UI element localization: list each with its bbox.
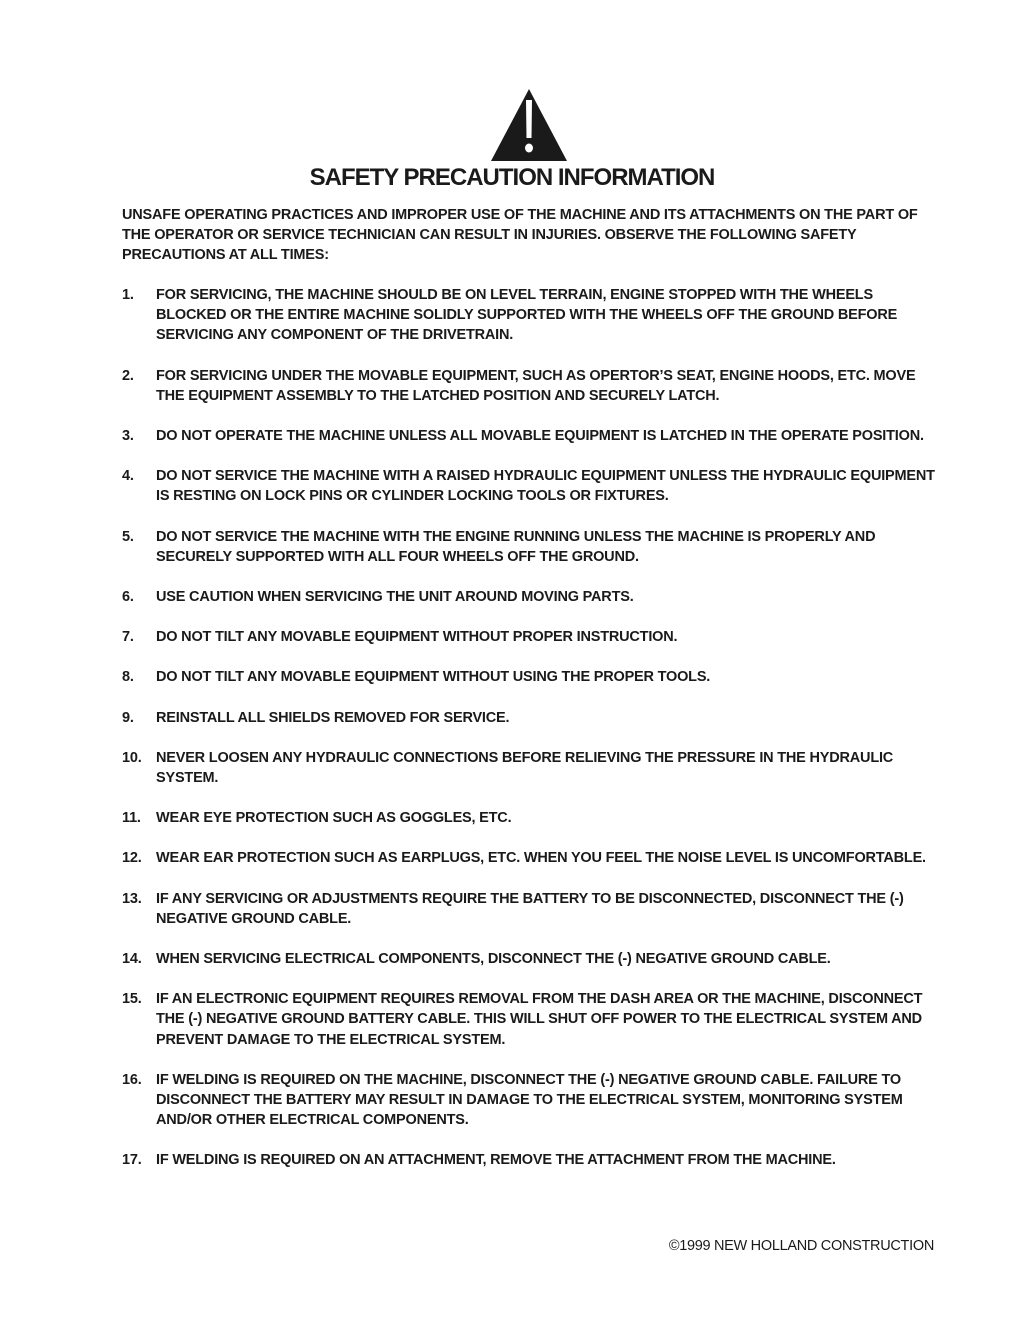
precaution-item xyxy=(122,708,942,728)
precaution-list xyxy=(122,285,942,1191)
precaution-number: 1. xyxy=(122,287,134,303)
precaution-item xyxy=(122,366,942,406)
precaution-item xyxy=(122,949,942,969)
precaution-text: DO NOT TILT ANY MOVABLE EQUIPMENT WITHOUT USING THE PROPER TOOLS. xyxy=(156,669,711,686)
precaution-number: 4. xyxy=(122,468,134,485)
precaution-number: 7. xyxy=(122,629,134,646)
precaution-number: 12. xyxy=(122,850,142,867)
precaution-text: WEAR EYE PROTECTION SUCH AS GOGGLES, ETC. xyxy=(156,810,512,827)
precaution-text: IF AN ELECTRONIC EQUIPMENT REQUIRES REMOVAL FROM THE DASH AREA OR THE MACHINE, DISCONNECT THE (-) NEGATIVE GROUND BATTERY CABLE. THIS WILL SHUT OFF POWER TO THE ELECTRICAL SYSTEM AND PREVENT DAMAGE TO THE ELECTRICAL SYSTEM. xyxy=(156,991,923,1048)
copyright-notice: ©1999 NEW HOLLAND CONSTRUCTION xyxy=(668,1238,934,1254)
precaution-item xyxy=(122,667,942,687)
warning-triangle-icon xyxy=(490,88,568,162)
precaution-text: DO NOT OPERATE THE MACHINE UNLESS ALL MOVABLE EQUIPMENT IS LATCHED IN THE OPERATE POSITION. xyxy=(156,428,924,445)
precaution-item xyxy=(122,808,942,828)
precaution-item xyxy=(122,587,942,607)
precaution-text: FOR SERVICING, THE MACHINE SHOULD BE ON LEVEL TERRAIN, ENGINE STOPPED WITH THE WHEELS BLOCKED OR THE ENTIRE MACHINE SOLIDLY SUPPORTED WITH THE WHEELS OFF THE GROUND BEFORE SERVICING ANY COMPONENT OF THE DRIVETRAIN. xyxy=(156,287,898,344)
precaution-number: 8. xyxy=(122,669,134,686)
precaution-text: WHEN SERVICING ELECTRICAL COMPONENTS, DISCONNECT THE (-) NEGATIVE GROUND CABLE. xyxy=(156,951,831,968)
precaution-text: IF WELDING IS REQUIRED ON THE MACHINE, DISCONNECT THE (-) NEGATIVE GROUND CABLE. FAILURE TO DISCONNECT THE BATTERY MAY RESULT IN DAMAGE TO THE ELECTRICAL SYSTEM, MONITORING SYSTEM AND/OR OTHER ELECTRICAL COMPONENTS. xyxy=(156,1071,903,1129)
precaution-number: 6. xyxy=(122,589,134,606)
precaution-text: FOR SERVICING UNDER THE MOVABLE EQUIPMENT, SUCH AS OPERTOR’S SEAT, ENGINE HOODS, ETC. MOVE THE EQUIPMENT ASSEMBLY TO THE LATCHED POSITION AND SECURELY LATCH. xyxy=(156,367,916,404)
precaution-text: USE CAUTION WHEN SERVICING THE UNIT AROUND MOVING PARTS. xyxy=(156,589,634,606)
precaution-number: 13. xyxy=(122,890,142,907)
precaution-item xyxy=(122,285,942,346)
intro-paragraph: UNSAFE OPERATING PRACTICES AND IMPROPER USE OF THE MACHINE AND ITS ATTACHMENTS ON THE PART OF THE OPERATOR OR SERVICE TECHNICIAN CAN RESULT IN INJURIES. OBSERVE THE FOLLOWING SAFETY PRECAUTIONS AT ALL TIMES: xyxy=(122,207,918,264)
precaution-number: 9. xyxy=(122,709,134,726)
precaution-text: DO NOT SERVICE THE MACHINE WITH A RAISED HYDRAULIC EQUIPMENT UNLESS THE HYDRAULIC EQUIPMENT IS RESTING ON LOCK PINS OR CYLINDER LOCKING TOOLS OR FIXTURES. xyxy=(156,468,935,505)
precaution-number: 15. xyxy=(122,991,142,1008)
precaution-number: 10. xyxy=(122,749,142,766)
precaution-item xyxy=(122,1070,942,1131)
precaution-item xyxy=(122,1150,942,1170)
precaution-number: 3. xyxy=(122,428,134,445)
precaution-item xyxy=(122,748,942,788)
precaution-item xyxy=(122,889,942,929)
precaution-item xyxy=(122,989,942,1050)
precaution-item xyxy=(122,426,942,446)
precaution-item xyxy=(122,627,942,647)
precaution-number: 5. xyxy=(122,528,134,545)
page-title: SAFETY PRECAUTION INFORMATION xyxy=(309,164,715,191)
precaution-item xyxy=(122,466,942,506)
precaution-number: 17. xyxy=(122,1152,142,1169)
precaution-text: DO NOT SERVICE THE MACHINE WITH THE ENGINE RUNNING UNLESS THE MACHINE IS PROPERLY AND SECURELY SUPPORTED WITH ALL FOUR WHEELS OFF THE GROUND. xyxy=(156,528,876,565)
precaution-item xyxy=(122,848,942,868)
precaution-number: 16. xyxy=(122,1071,142,1088)
precaution-text: IF ANY SERVICING OR ADJUSTMENTS REQUIRE THE BATTERY TO BE DISCONNECTED, DISCONNECT THE (-) NEGATIVE GROUND CABLE. xyxy=(156,890,904,927)
precaution-text: WEAR EAR PROTECTION SUCH AS EARPLUGS, ETC. WHEN YOU FEEL THE NOISE LEVEL IS UNCOMFORTABLE. xyxy=(156,850,926,867)
precaution-number: 11. xyxy=(122,810,141,827)
precaution-item xyxy=(122,527,942,567)
precaution-number: 14. xyxy=(122,951,142,968)
precaution-text: NEVER LOOSEN ANY HYDRAULIC CONNECTIONS BEFORE RELIEVING THE PRESSURE IN THE HYDRAULIC SYSTEM. xyxy=(156,749,894,787)
precaution-number: 2. xyxy=(122,367,134,384)
precaution-text: REINSTALL ALL SHIELDS REMOVED FOR SERVICE. xyxy=(156,709,510,726)
precaution-text: DO NOT TILT ANY MOVABLE EQUIPMENT WITHOUT PROPER INSTRUCTION. xyxy=(156,629,678,646)
precaution-text: IF WELDING IS REQUIRED ON AN ATTACHMENT, REMOVE THE ATTACHMENT FROM THE MACHINE. xyxy=(156,1152,836,1169)
